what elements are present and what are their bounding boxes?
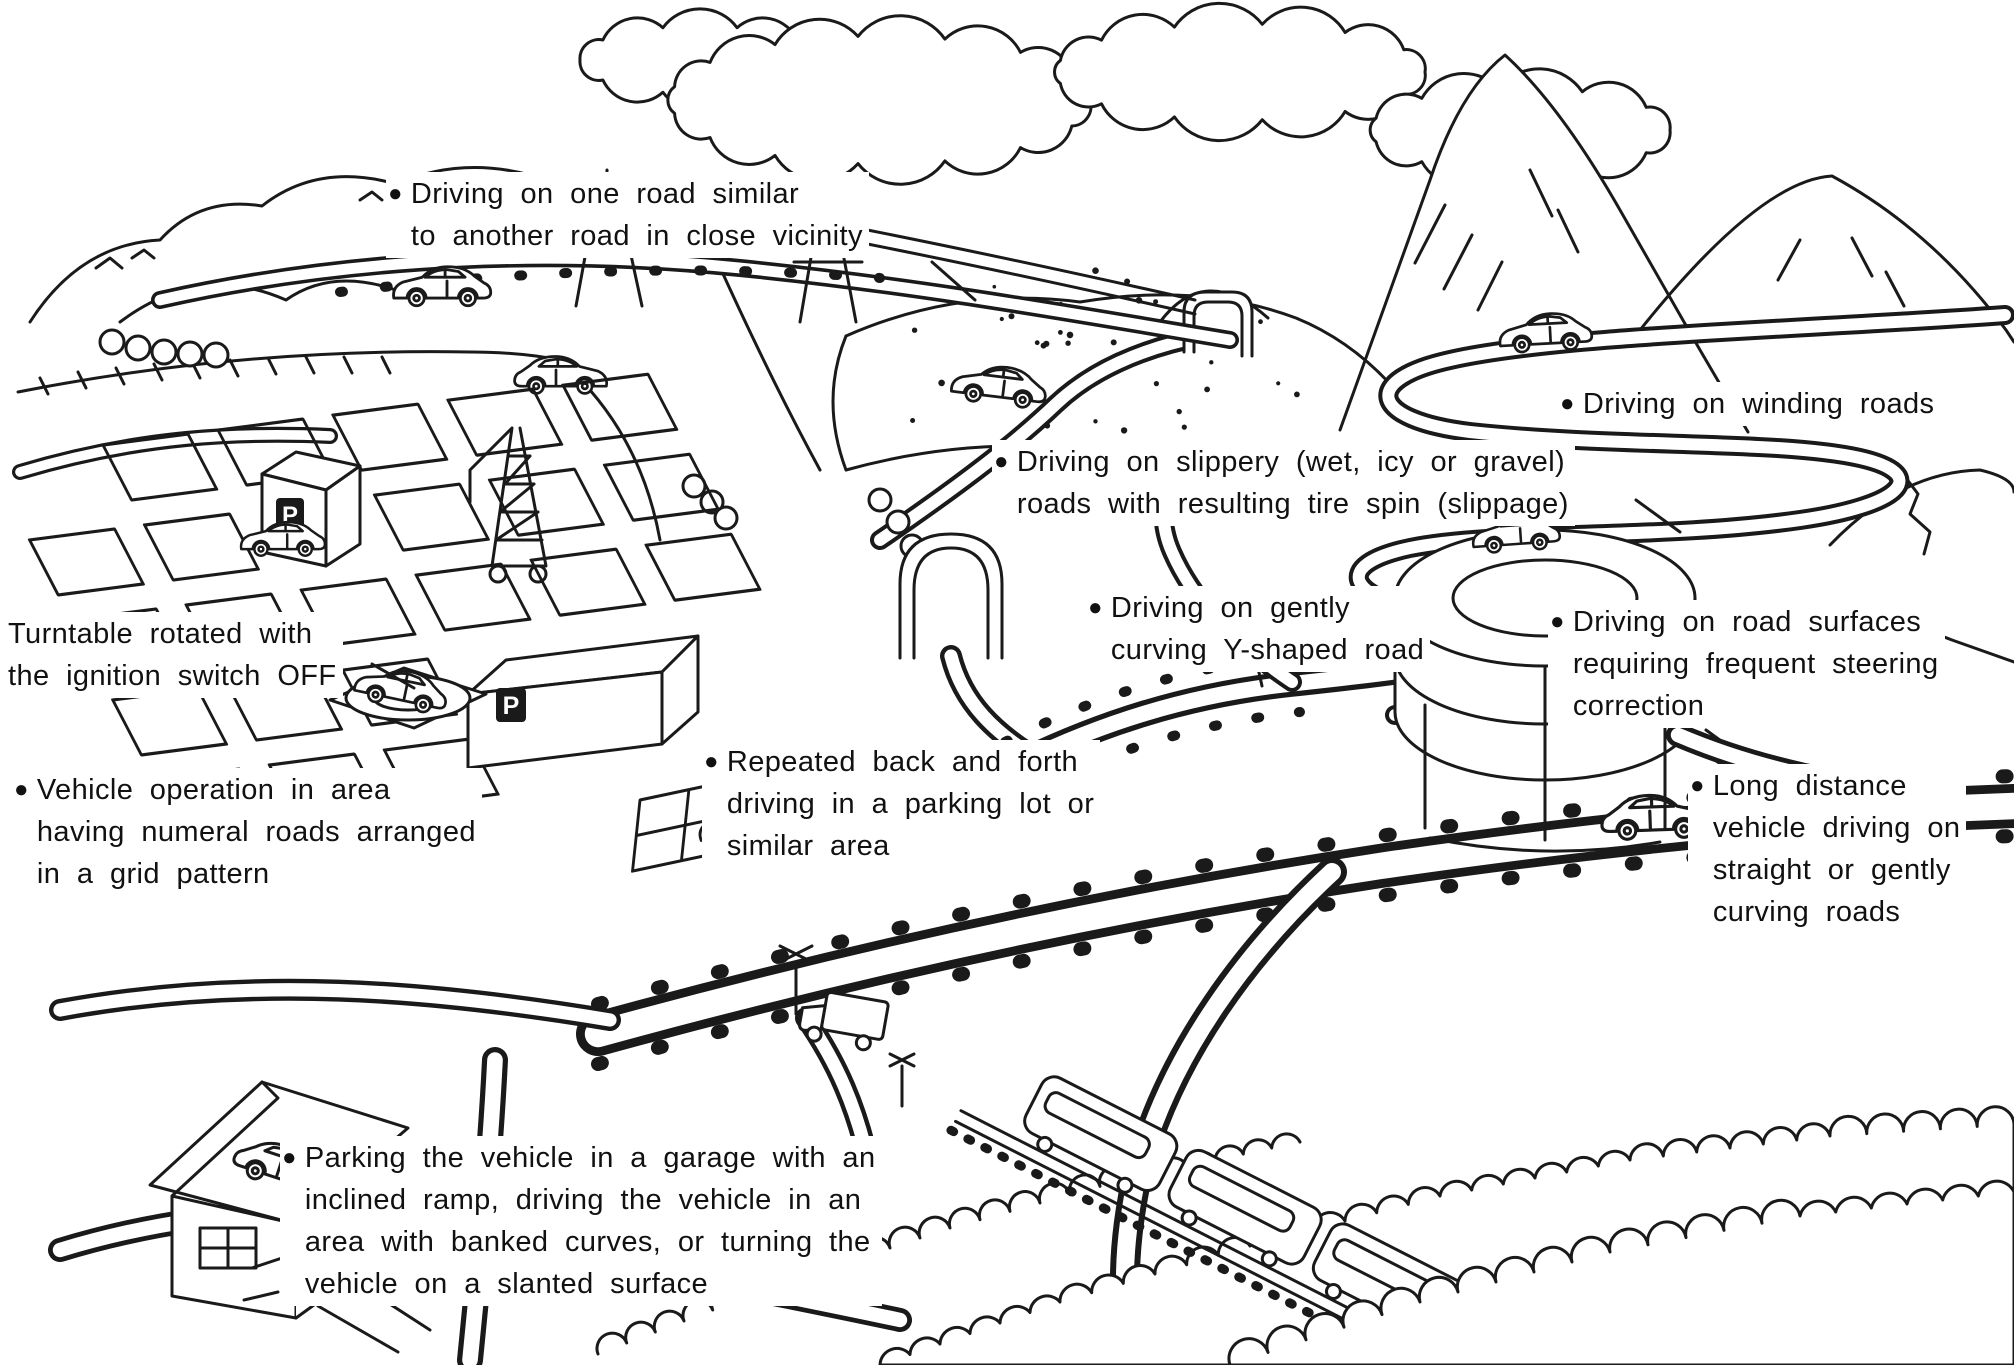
annotation-line: Parking the vehicle in a garage with an [304, 1142, 876, 1174]
annotation-steering-correction [1548, 600, 1945, 728]
annotation-line: to another road in close vicinity [410, 220, 863, 252]
annotation-line: similar area [726, 830, 890, 862]
annotation-line: vehicle on a slanted surface [304, 1268, 709, 1300]
bullet-icon: ● [1550, 608, 1565, 635]
turntable [330, 661, 486, 728]
annotation-garage-ramp [280, 1136, 882, 1306]
annotation-line: correction [1572, 690, 1705, 722]
annotation-line: Driving on road surfaces [1572, 606, 1922, 638]
annotation-similar-road [386, 172, 869, 258]
annotation-line: Driving on one road similar [410, 178, 800, 210]
annotation-winding-roads [1558, 382, 1940, 426]
annotation-y-shaped-road [1086, 586, 1430, 672]
annotation-line: Driving on winding roads [1582, 388, 1935, 420]
annotation-line: straight or gently [1712, 854, 1951, 886]
annotation-line: curving roads [1712, 896, 1901, 928]
car [950, 361, 1048, 410]
bullet-icon: ● [14, 776, 29, 803]
annotation-line: in a grid pattern [36, 858, 270, 890]
annotation-line: roads with resulting tire spin (slippage) [1016, 488, 1569, 520]
annotation-long-distance [1688, 764, 1966, 934]
bullet-icon: ● [1560, 390, 1575, 417]
annotation-line: Driving on slippery (wet, icy or gravel) [1016, 446, 1566, 478]
annotation-line: Repeated back and forth [726, 746, 1079, 778]
parking-sign-label: P [281, 502, 299, 529]
annotation-grid-pattern [12, 768, 482, 896]
annotation-line: vehicle driving on [1712, 812, 1961, 844]
annotation-line: Vehicle operation in area [36, 774, 391, 806]
bullet-icon: ● [1690, 772, 1705, 799]
bullet-icon: ● [282, 1144, 297, 1171]
annotation-line: Driving on gently [1110, 592, 1350, 624]
bullet-icon: ● [1088, 594, 1103, 621]
annotation-line: area with banked curves, or turning the [304, 1226, 871, 1258]
annotation-slippery-roads [992, 440, 1575, 526]
annotation-line: having numeral roads arranged [36, 816, 476, 848]
annotation-parking-lot [702, 740, 1100, 868]
annotation-line: requiring frequent steering [1572, 648, 1939, 680]
annotation-line: curving Y-shaped road [1110, 634, 1425, 666]
annotation-line: Long distance [1712, 770, 1907, 802]
bullet-icon: ● [994, 448, 1009, 475]
parking-sign-label: P [502, 692, 520, 720]
annotation-line: driving in a parking lot or [726, 788, 1095, 820]
bullet-icon: ● [704, 748, 719, 775]
car [515, 357, 607, 394]
annotation-line: the ignition switch OFF [8, 660, 337, 692]
parking-building [468, 636, 698, 768]
annotation-line: inclined ramp, driving the vehicle in an [304, 1184, 862, 1216]
annotation-line: Turntable rotated with [8, 618, 313, 650]
annotation-turntable [6, 612, 343, 698]
bullet-icon: ● [388, 180, 403, 207]
